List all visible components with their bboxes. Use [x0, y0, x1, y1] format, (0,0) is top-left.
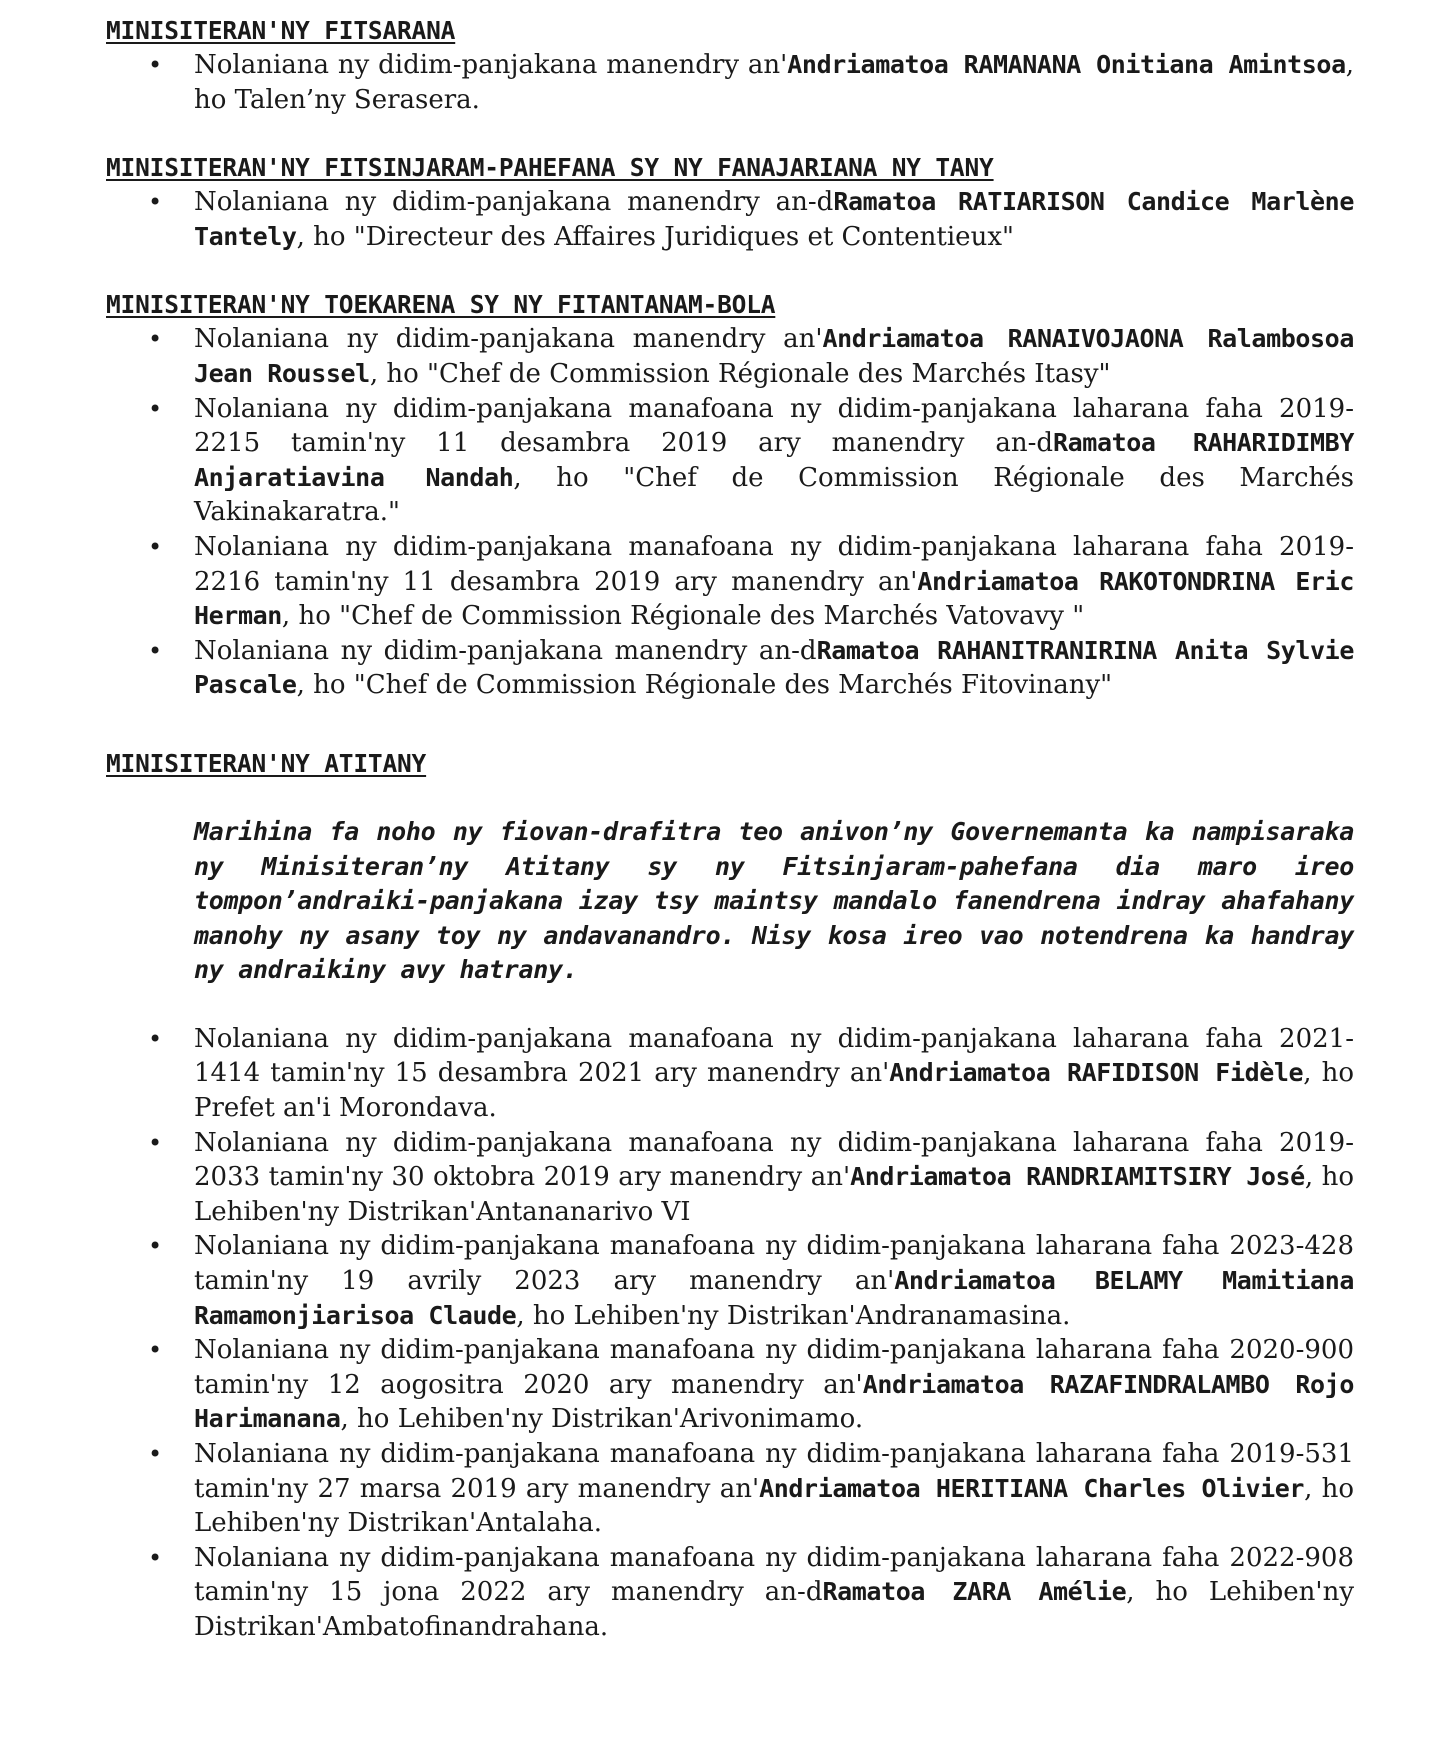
- item-text: Nolaniana ny didim-panjakana manendry an-d: [194, 635, 817, 666]
- list-item: [106, 322, 1354, 391]
- item-role: , ho "Directeur des Affaires Juridiques et Contentieux": [296, 221, 1014, 252]
- decision-list: [106, 185, 1354, 254]
- item-role: , ho Lehiben'ny Distrikan'Andranamasina.: [516, 1300, 1071, 1331]
- item-text: Nolaniana ny didim-panjakana manendry an': [194, 50, 788, 80]
- appointee-name: Andriamatoa RANAIVOJAONA Ralambosoa Jean Roussel: [194, 324, 1354, 388]
- appointee-name: Ramatoa RAHARIDIMBY Anjaratiavina Nandah: [194, 428, 1354, 492]
- decision-list: [106, 48, 1354, 117]
- section-atitany: [106, 747, 1354, 1645]
- list-item: [106, 1022, 1354, 1126]
- list-item: [106, 634, 1354, 703]
- item-text: Nolaniana ny didim-panjakana manendry an': [194, 324, 823, 355]
- item-role: , ho "Chef de Commission Régionale des Marchés Fitovinany": [296, 670, 1113, 701]
- appointee-name: Andriamatoa RAFIDISON Fidèle: [889, 1058, 1304, 1088]
- item-text: Nolaniana ny didim-panjakana manafoana ny didim-panjakana laharana faha 2023-428 tamin'ny 19 avrily 2023 ary manendry an': [194, 1231, 1354, 1297]
- bullet-icon: •: [148, 1336, 163, 1365]
- section-note: Marihina fa noho ny fiovan-drafitra teo anivon’ny Governemanta ka nampisaraka ny Minisiteran’ny Atitany sy ny Fitsinjaram-pahefana dia maro ireo tompon’andraiki-panjakana izay tsy maintsy mandalo fanendrena indray ahafahany manohy ny asany toy ny andavanandro. Nisy kosa ireo vao notendrena ka handray ny andraikiny avy hatrany.: [194, 816, 1354, 985]
- appointee-name: Andriamatoa HERITIANA Charles Olivier: [759, 1473, 1305, 1503]
- appointee-name: Ramatoa ZARA Amélie: [822, 1577, 1127, 1607]
- bullet-icon: •: [148, 636, 163, 665]
- appointee-name: Ramatoa RATIARISON Candice Marlène Tantely: [194, 187, 1354, 251]
- item-role: , ho Talen’ny Serasera.: [194, 50, 1354, 115]
- section-fitsarana: [106, 14, 1354, 117]
- item-text: Nolaniana ny didim-panjakana manendry an-d: [194, 187, 834, 218]
- item-text: Nolaniana ny didim-panjakana manafoana ny didim-panjakana laharana faha 2020-900 tamin'ny 12 aogositra 2020 ary manendry an': [194, 1335, 1354, 1400]
- section-heading: MINISITERAN'NY TOEKARENA SY NY FITANTANAM-BOLA: [106, 290, 776, 320]
- list-item: [106, 392, 1354, 530]
- list-item: [106, 1541, 1354, 1645]
- bullet-icon: •: [148, 1128, 163, 1157]
- appointee-name: Andriamatoa BELAMY Mamitiana Ramamonjiarisoa Claude: [194, 1266, 1354, 1330]
- item-role: , ho Lehiben'ny Distrikan'Arivonimamo.: [340, 1404, 864, 1435]
- appointee-name: Ramatoa RAHANITRANIRINA Anita Sylvie Pascale: [194, 635, 1354, 700]
- item-role: , ho "Chef de Commission Régionale des Marchés Itasy": [369, 358, 1111, 389]
- item-text: Nolaniana ny didim-panjakana manafoana ny didim-panjakana laharana faha 2019-2216 tamin'ny 11 desambra 2019 ary manendry an': [194, 531, 1354, 597]
- bullet-icon: •: [148, 1232, 163, 1261]
- list-item: [106, 185, 1354, 254]
- list-item: [106, 48, 1354, 117]
- appointee-name: Andriamatoa RAZAFINDRALAMBO Rojo Harimanana: [194, 1369, 1354, 1434]
- bullet-icon: •: [148, 1543, 163, 1572]
- section-heading: MINISITERAN'NY FITSINJARAM-PAHEFANA SY NY FANAJARIANA NY TANY: [106, 153, 994, 183]
- item-role: , ho "Chef de Commission Régionale des Marchés Vatovavy ": [281, 601, 1085, 632]
- bullet-icon: •: [148, 1024, 163, 1053]
- list-item: [106, 1126, 1354, 1230]
- decision-list: [106, 322, 1354, 703]
- item-text: Nolaniana ny didim-panjakana manafoana ny didim-panjakana laharana faha 2019-2033 tamin'ny 30 oktobra 2019 ary manendry an': [194, 1127, 1354, 1193]
- list-item: [106, 1229, 1354, 1333]
- appointee-name: Andriamatoa RAMANANA Onitiana Amintsoa: [787, 50, 1346, 79]
- section-toekarena: [106, 288, 1354, 703]
- bullet-icon: •: [148, 1440, 163, 1468]
- bullet-icon: •: [148, 188, 163, 217]
- list-item: [106, 1437, 1354, 1541]
- item-text: Nolaniana ny didim-panjakana manafoana ny didim-panjakana laharana faha 2022-908 tamin'ny 15 jona 2022 ary manendry an-d: [194, 1542, 1354, 1608]
- list-item: [106, 1333, 1354, 1437]
- item-role: , ho Lehiben'ny Distrikan'Antalaha.: [194, 1473, 1354, 1539]
- appointee-name: Andriamatoa RANDRIAMITSIRY José: [850, 1162, 1305, 1192]
- section-heading: MINISITERAN'NY ATITANY: [106, 748, 427, 778]
- section-heading: MINISITERAN'NY FITSARANA: [106, 16, 456, 45]
- list-item: [106, 530, 1354, 634]
- appointee-name: Andriamatoa RAKOTONDRINA Eric Herman: [194, 566, 1354, 631]
- item-text: Nolaniana ny didim-panjakana manafoana ny didim-panjakana laharana faha 2019-2215 tamin'ny 11 desambra 2019 ary manendry an-d: [194, 393, 1354, 459]
- bullet-icon: •: [148, 51, 163, 79]
- item-text: Nolaniana ny didim-panjakana manafoana ny didim-panjakana laharana faha 2019-531 tamin'ny 27 marsa 2019 ary manendry an': [194, 1439, 1354, 1504]
- item-role: , ho Lehiben'ny Distrikan'Ambatofinandrahana.: [194, 1577, 1355, 1642]
- document-body: [106, 14, 1354, 1645]
- item-role: , ho Prefet an'i Morondava.: [194, 1058, 1354, 1124]
- bullet-icon: •: [148, 532, 163, 561]
- bullet-icon: •: [148, 394, 163, 423]
- section-fitsinjaram-pahefana: [106, 151, 1354, 254]
- item-text: Nolaniana ny didim-panjakana manafoana ny didim-panjakana laharana faha 2021-1414 tamin'ny 15 desambra 2021 ary manendry an': [194, 1023, 1354, 1089]
- decision-list: [106, 1022, 1354, 1645]
- item-role: , ho Lehiben'ny Distrikan'Antananarivo VI: [194, 1162, 1354, 1227]
- bullet-icon: •: [148, 325, 163, 354]
- item-role: , ho "Chef de Commission Régionale des Marchés Vakinakaratra.": [194, 462, 1354, 528]
